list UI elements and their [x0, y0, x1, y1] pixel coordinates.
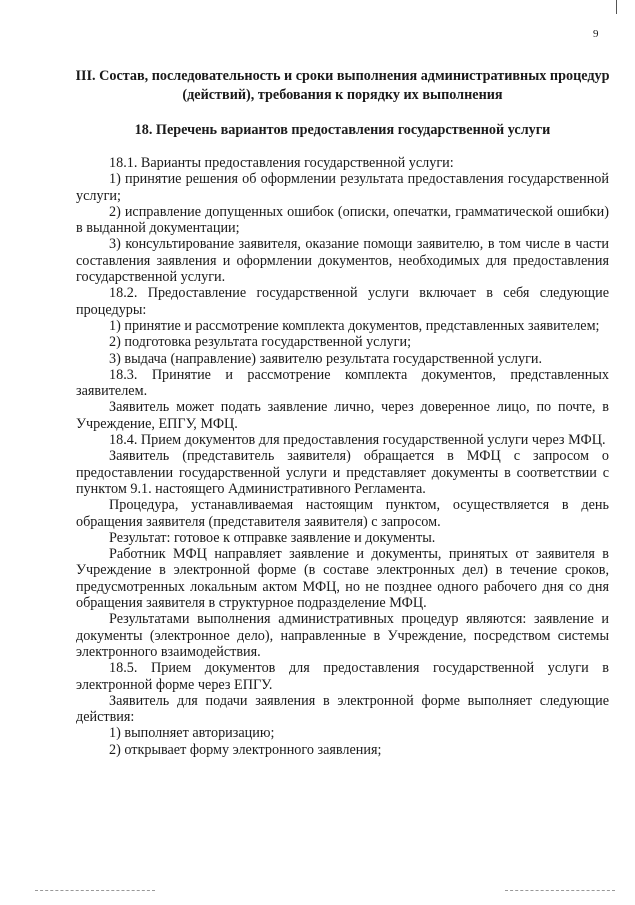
sub-heading: 18. Перечень вариантов предоставления государственной услуги: [134, 122, 551, 138]
paragraph: 18.5. Прием документов для предоставления государственной услуги в электронной форме через ЕПГУ.: [76, 660, 609, 693]
paragraph: 2) подготовка результата государственной услуги;: [109, 334, 412, 351]
scan-edge-line: [505, 890, 615, 891]
paragraph: 3) выдача (направление) заявителю результата государственной услуги.: [109, 350, 543, 367]
paragraph: Результатами выполнения административных процедур являются: заявление и документы (электронное дело), направленные в Учреждение, посредством системы электронного взаимодействия.: [76, 611, 609, 660]
paragraph: 3) консультирование заявителя, оказание помощи заявителю, в том числе в части составления заявления и оформлении документов, необходимых для предоставления государственной услуги.: [76, 236, 609, 286]
section-heading: III. Состав, последовательность и сроки выполнения административных процедур (действий), требования к порядку их выполнения: [75, 68, 610, 103]
paragraph: Результат: готовое к отправке заявление и документы.: [109, 529, 436, 546]
paragraph: 1) выполняет авторизацию;: [109, 725, 275, 742]
paragraph: 18.3. Принятие и рассмотрение комплекта документов, представленных заявителем.: [76, 366, 609, 400]
paragraph: Процедура, устанавливаемая настоящим пунктом, осуществляется в день обращения заявителя (представителя заявителя) с запросом.: [76, 497, 609, 530]
body-text: [76, 155, 609, 758]
paragraph: 1) принятие и рассмотрение комплекта документов, представленных заявителем;: [109, 317, 600, 334]
paragraph: 2) открывает форму электронного заявления;: [109, 741, 382, 758]
paragraph: 18.1. Варианты предоставления государственной услуги:: [109, 155, 454, 171]
corner-mark: [616, 0, 617, 14]
paragraph: Заявитель может подать заявление лично, через доверенное лицо, по почте, в Учреждение, ЕПГУ, МФЦ.: [76, 399, 609, 432]
paragraph: Заявитель для подачи заявления в электронной форме выполняет следующие действия:: [76, 692, 609, 726]
paragraph: 2) исправление допущенных ошибок (описки, опечатки, грамматической ошибки) в выданной документации;: [76, 203, 609, 237]
page-number: 9: [593, 28, 599, 40]
paragraph: Заявитель (представитель заявителя) обращается в МФЦ с запросом о предоставлении государственной услуги и представляет документы в соответствии с пунктом 9.1. настоящего Административного Регламента.: [76, 448, 609, 497]
scan-edge-line: [35, 890, 155, 891]
paragraph: 1) принятие решения об оформлении результата предоставления государственной услуги;: [76, 171, 609, 204]
paragraph: 18.2. Предоставление государственной услуги включает в себя следующие процедуры:: [76, 285, 609, 318]
paragraph: Работник МФЦ направляет заявление и документы, принятых от заявителя в Учреждение в электронной форме (в составе электронных дел) в течение сроков, предусмотренных локальным актом МФЦ, но не позднее одного рабочего дня со дня обращения заявителя в структурное подразделение МФЦ.: [76, 546, 609, 612]
paragraph: 18.4. Прием документов для предоставления государственной услуги через МФЦ.: [109, 432, 606, 449]
